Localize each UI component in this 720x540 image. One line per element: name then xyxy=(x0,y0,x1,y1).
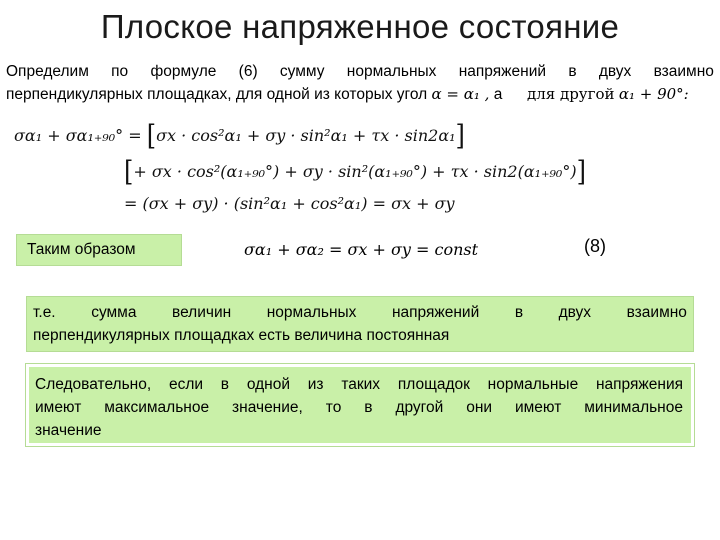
statement-word: сумма xyxy=(91,304,137,321)
intro-line-1 xyxy=(6,60,714,83)
conclusion-line-1: Следовательно, если в одной из таких площадок нормальные напряжения xyxy=(35,376,683,393)
conclusion-line-3: значение xyxy=(35,422,102,439)
intro-other-text: для другой xyxy=(526,85,615,103)
angle-condition-2: α₁ + 90°: xyxy=(618,85,689,103)
intro-paragraph xyxy=(6,60,714,106)
invariant-equation: σα₁ + σα₂ = σx + σy = const xyxy=(244,240,479,259)
statement-box xyxy=(26,296,694,352)
intro-word: взаимно xyxy=(653,63,714,80)
intro-conjunction: а xyxy=(493,86,503,103)
intro-word: напряжений xyxy=(458,63,547,80)
statement-word: т.е. xyxy=(33,304,56,321)
statement-row-2: перпендикулярных площадках есть величина постоянная xyxy=(33,327,450,344)
equation-number: (8) xyxy=(584,236,606,256)
equation-line-3 xyxy=(124,194,455,213)
conclusion-line-2: имеют максимальное значение, то в другой они имеют минимальное xyxy=(35,399,683,416)
intro-line-2 xyxy=(6,83,714,106)
equation-body-3: = (σx + σy) · (sin²α₁ + cos²α₁) = σx + σy xyxy=(124,194,455,213)
thus-label: Таким образом xyxy=(27,241,136,258)
statement-word: напряжений xyxy=(391,304,480,321)
intro-word: в xyxy=(568,63,577,80)
statement-word: взаимно xyxy=(626,304,687,321)
statement-word: в xyxy=(514,304,524,321)
equation-line-1: σα₁ + σα₁₊₉₀° = [σx · cos²α₁ + σy · sin²α₁ + τx · sin2α₁] xyxy=(14,119,465,153)
intro-word: Определим xyxy=(6,63,89,80)
intro-word: формуле xyxy=(150,63,217,80)
conclusion-box xyxy=(26,364,694,446)
statement-word: нормальных xyxy=(266,304,357,321)
intro-word: (6) xyxy=(238,63,258,80)
intro-word: двух xyxy=(598,63,632,80)
intro-text: перпендикулярных площадках, для одной из которых угол xyxy=(6,86,428,103)
intro-word: сумму xyxy=(279,63,325,80)
statement-word: двух xyxy=(558,304,592,321)
intro-word: по xyxy=(111,63,129,80)
statement-row-1 xyxy=(33,301,687,324)
equation-line-2: [+ σx · cos²(α₁₊₉₀°) + σy · sin²(α₁₊₉₀°) + τx · sin2(α₁₊₉₀°)] xyxy=(124,155,586,189)
statement-word: величин xyxy=(172,304,232,321)
equation-lhs: σα₁ + σα₁₊₉₀° = xyxy=(14,126,142,145)
equation-body-1: σx · cos²α₁ + σy · sin²α₁ + τx · sin2α₁ xyxy=(156,126,456,145)
intro-word: нормальных xyxy=(346,63,437,80)
equation-body-2: + σx · cos²(α₁₊₉₀°) + σy · sin²(α₁₊₉₀°) + τx · sin2(α₁₊₉₀°) xyxy=(133,162,577,181)
page-title: Плоское напряженное состояние xyxy=(100,8,620,45)
angle-condition-1: α = α₁ , xyxy=(431,85,490,103)
thus-label-box xyxy=(16,234,182,266)
